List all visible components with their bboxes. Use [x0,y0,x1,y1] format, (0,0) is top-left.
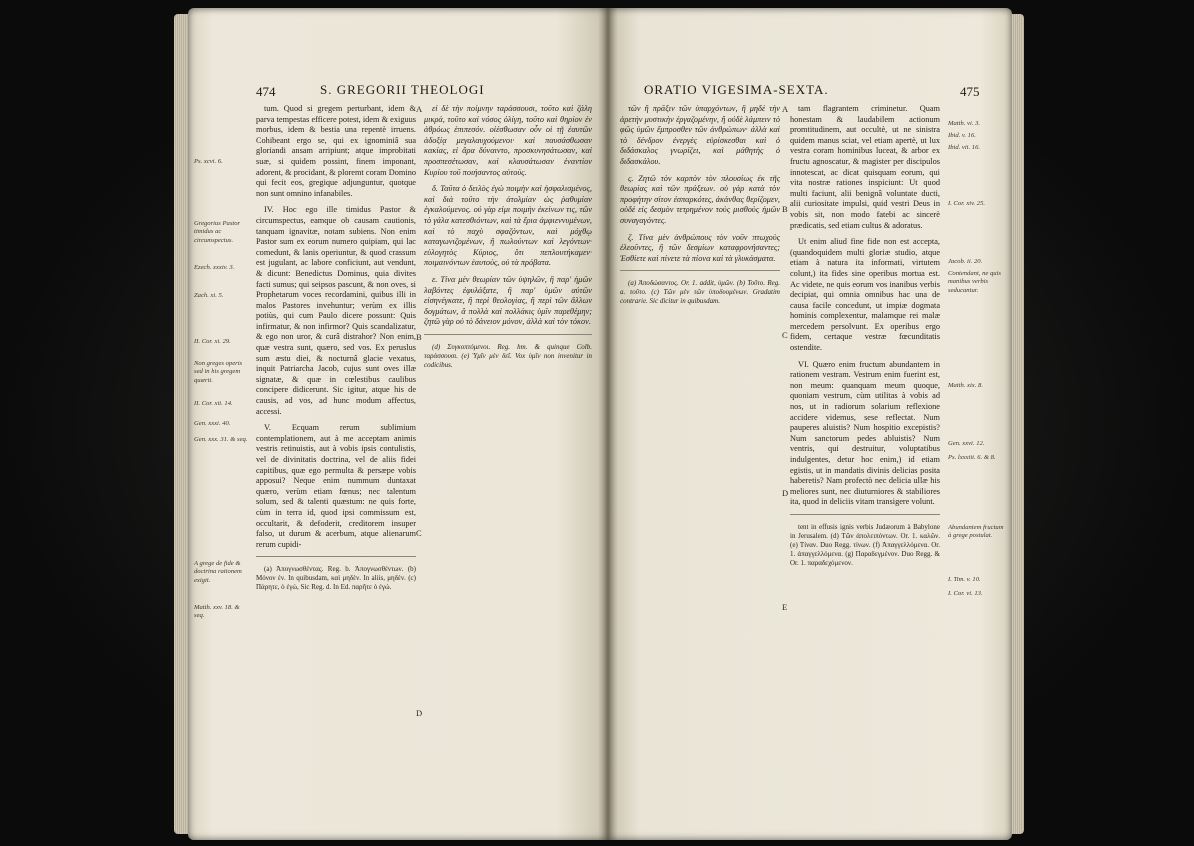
footnote-block: (d) Συγκοπτόμενοι. Reg. hm. & quinque Colb. ταράσσουσι. (e) Ὑμῖν μὲν δεῖ. Vox ὑμῖν non invenitur in codicibus. [424,342,592,369]
greek-paragraph: τῶν ἢ πρᾶξιν τῶν ὑπαρχόντων, ἢ μηδὲ τὴν ἀρετὴν μυστικὴν ἐργαζομένην, ἢ οὐδὲ λάμπειν τὸ φῶς ὑμῶν ἔμπροσθεν τῶν ἀνθρώπων· ἀλλὰ καὶ τὸ δένδρον ἐνεργὲς εὑρίσκεσθαι καὶ ὁ διδάσκαλος γνωρίζει, καὶ μάθητὴς ὁ διδασκάλου. [620,104,780,166]
section-letter-a: A [782,104,789,114]
footnote-block: (a) Ἀποδώσαντος. Or. 1. addit, ὑμῶν. (b) Τοῦτο. Reg. a. τοῦτο. (c) Τῶν μὲν τῶν ὑποδυομένων. Gradatim contrarie. Sic dicitur in quibusdam. [620,279,780,306]
margin-note: II. Cor. xi. 29. [194,338,231,345]
margin-note: Ps. xcvi. 6. [194,158,223,165]
running-head: ORATIO VIGESIMA-SEXTA. [644,82,829,97]
latin-column [256,104,416,804]
latin-paragraph: tam flagrantem criminetur. Quam honestam & laudabilem actionum promtitudinem, aut occultè, ut ne sinistra quidem manus sciat, vel etiam apertè, ut lux vestra coram hominibus luceat, & arbor ex fructu agnoscatur, & magister per discipulos innotescat, ac dicat quisquam eorum, qui vita nostræ rationes inspiciunt: Ut quod multi faciunt, alii benignâ voluntate ducti, alii curiositate impulsi, quid vestri Deus in vobis sit, non modo fatebi ac sincerè prædicatis, sed etiam cultus & adoratus. [790,104,940,230]
margin-note: I. Cor. vi. 13. [948,590,983,597]
margin-note: II. Cor. xii. 14. [194,400,233,407]
margin-note: Matth. vi. 3. [948,120,981,127]
running-head: S. GREGORII THEOLOGI [320,82,485,97]
margin-note: I. Tim. v. 10. [948,576,981,583]
greek-paragraph: ζ. Τίνα μὲν ἀνθρώπους τὸν νοῦν πτωχοὺς ἐλεοῦντες, ἢ τῶν δεσμίων καταφρονήσαντες; Ἐσθίετε καὶ πίνετε τὰ πίονα καὶ τὰ γλυκάσματα. [620,232,780,263]
margin-note: Ps. lxxxiii. 6. & 8. [948,454,996,461]
footnote-rule [790,514,940,515]
greek-column [424,104,592,804]
left-page [188,8,608,840]
margin-note: Gen. xxvi. 12. [948,440,985,447]
margin-note: Ezech. xxxiv. 3. [194,264,235,271]
margin-note: Ibid. vii. 16. [948,144,981,151]
margin-note: Matth. xxv. 18. & seq. [194,604,240,620]
section-letter-a: A [416,104,423,114]
margin-note: Gregorius Pastor timidus ac circumspectus. [194,220,241,244]
margin-note: I. Cor. xiv. 25. [948,200,986,207]
section-letter-c: C [416,528,422,538]
right-page [608,8,1012,840]
margin-note: Zach. xi. 5. [194,292,224,299]
latin-column [790,104,940,804]
margin-note: Abundantem fructum à grege postulat. [948,524,1004,540]
greek-paragraph: ς. Ζητῶ τὸν καρπὸν τὸν πλουσίως ἐκ τῆς θεωρίας καὶ τῶν πράξεων. οὐ γὰρ κατὰ τὸν προφήτην σίτον ἐσπαρκότες, ἀκάνθας θερίζομεν, οὐδὲ εἰς δεσμὸν τετρημένον τοὺς μισθοὺς ἡμῶν συναγαγόντες. [620,173,780,225]
greek-column [620,104,780,804]
margin-note: Ibid. v. 16. [948,132,976,139]
section-letter-d: D [782,488,789,498]
greek-paragraph: εἰ δὲ τὴν ποίμνην ταράσσουσι, τοῦτο καὶ ζάλη μικρά, τοῦτο καὶ νόσος ὀλίγη, τοῦτο καὶ θηρίον ἐν ἀθρόως ἐπιπεσόν. οἰέσθωσαν οὖν οἱ τῇ ἑαυτῶν ἀδοξίᾳ μεγαλαυχούμενοι· καὶ παυσάσθωσαν κακίας, εἰ ἄρα δύναιντο, προσκυνησάτωσαν, καὶ προσπεσέτωσαν, καὶ κλαυσάτωσαν ἐναντίον Κυρίου τοῦ ποιήσαντος αὐτούς. [424,104,592,177]
greek-paragraph: δ. Ταῦτα ὁ δειλὸς ἐγὼ ποιμὴν καὶ ἠσφαλισμένος, καὶ διὰ τοῦτο τὴν ἀτολμίαν ὡς ῥαθυμίαν ἐγκαλούμενος. οὐ γὰρ εἰμι ποιμὴν ἐκείνων τις, τῶν τὸ γάλα κατεσθιόντων, καὶ τὰ ἔρια ἀμφιεννυμένων, καὶ τὸ παχὺ σφαζόντων, καὶ μόχθῳ καταγωνιζομένων, ἢ πωλούντων καὶ λεγόντων· εὐλογητὸς Κύριος, ὅτι πεπλουτήκαμεν· ποιμαινόντων ἑαυτούς, οὐ τὰ πρόβατα. [424,184,592,268]
latin-paragraph: VI. Quæro enim fructum abundantem in rationem vestram. Vestrum enim fuerint est, non meum: quanquam meum quoque, quoniam vestrum, cùm utilitas à vobis ad nos, ut in radiorum solarium reflexione accidere videmus, sese reflectat. Num pauperes aluistis? Num hospitio excepistis? Num sanctorum pedes abluistis? Num ventris, qui destruitur, voluptatibus indulgentes, detur hoc enim,) id etiam egistis, ut in mandatis divinis delicias posita haberetis? Nam profectò nec delicia ullæ his meliores sunt, nec diuturniores & stabiliores ita, quod in deliciis vitam transigere volunt. [790,359,940,507]
latin-paragraph: V. Ecquam rerum sublimium contemplationem, aut à me acceptam animis vestris retinuistis, aut à vobis ipsis contulistis, vel de divinitatis doctrina, vel de aliis fidei capitibus, quæ ego permulta & persæpe vobis apposui? Neque enim nummum duntaxat quæro, verùm etiam fœnus; nec talentum solum, sed & talenti quæstum: ne quis forte, cùm in terra id, quod ipsi commissum est, occultarit, & defoderit, creditorem insuper falso, ut durum & acerbum, atque alienarum rerum cupidi- [256,423,416,549]
latin-paragraph: Ut enim aliud fine fide non est accepta, (quandoquidem multi gloriæ studio, atque etiam à natura ita informati, virtutem colunt,) ita fides sine operibus mortua est. Ac videte, ne quis eorum vos inanibus verbis decipiat, qui omnia omnibus hac una de causa facile concedunt, ut impiæ dogmata hominis complexentur, malamque rei malæ mercedem persolvunt. Ex operibus ergo fidem, certaque vestræ fœcunditatis ostendite. [790,237,940,353]
section-letter-c: C [782,330,788,340]
book-gutter [598,8,618,840]
latin-paragraph: tum. Quod si gregem perturbant, idem & parva tempestas efficere potest, idem & exiguus morbus, idem & bestia una repentè irruens. Cohibeant ergo se, qui ex ignominiâ sua gloriandi ansam arripiunt; atque improbitati suæ, si quidem possint, finem imponant, adorent, & procidant, & ploremt coram Domino qui fecit eos, gregique adjunguntur, quotque non sunt omnino infanabiles. [256,104,416,198]
margin-note: Non greges operis sed in his gregem quærit. [194,360,243,384]
footnote-rule [620,270,780,271]
greek-paragraph: ε. Τίνα μὲν θεωρίαν τῶν ὑψηλῶν, ἢ παρ' ἡμῶν λαβόντες ἐφυλάξατε, ἢ παρ' ὑμῶν αὐτῶν εἰσηνέγκατε, ἢ περὶ θεολογίας, ἢ περὶ τῶν ἄλλων δογμάτων, ἃ πολλὰ καὶ πολλάκις ὑμῖν παρεθέμην; ζητῶ γὰρ οὐ τὸ δάνειον μόνον, ἀλλὰ καὶ τὸν τόκον. [424,274,592,327]
page-edges-right [1010,14,1024,834]
footnote-block: tent in effusis ignis verbis Judæorum à Babylone in Jerusalem. (d) Τῶν ἀπολειπόντων. Or. 1. καλῶν. (e) Τίναν. Duo Regg. τίνων. (f) Ἀπαγγελλόμενα. Or. 1. ἀπαγγελλόμενα. (g) Παραδεγμένον. Duo Regg. & Or. 1. παραδεχόμενον. [790,522,940,567]
footnote-rule [424,334,592,335]
margin-note: Matth. xix. 8. [948,382,983,389]
section-letter-b: B [416,332,422,342]
footnote-rule [256,556,416,557]
section-letter-d: D [416,708,423,718]
page-number: 474 [256,84,276,99]
margin-note: Gen. xxxi. 40. [194,420,231,427]
page-number: 475 [960,84,980,99]
margin-note: Contendant, ne quis manibus verbis seducantur. [948,270,1001,294]
footnote-block: (a) Ἀπογνωσθέντας. Reg. b. Ἀπογνωσθέντων. (b) Μόνον ἐν. In quibusdam, καὶ μηδὲν. In aliis, μηδὲν. (c) Πάρητε, ὁ ἐγώ, Sic Reg. d. In Ed. παρῆτε ὁ ἐγώ. [256,565,416,592]
margin-note: Jacob. ii. 20. [948,258,983,265]
latin-paragraph: IV. Hoc ego ille timidus Pastor & circumspectus, eamque ob causam cautionis, tanquam ignavitæ, notam subiens. Non enim Pastor sum ex eorum numero quipiam, qui lac comedunt, & lanis operiuntur, & quod crassum est jugulant, ac labore conficiunt, aut vendunt, & dicunt: Benedictus Dominus, quia divites facti sumus; qui seipsos pascunt, & non oves, si Prophetarum voces recordamini, quibus illi in malos Pastores invehuntur; verùm ex illis potiùs, qui cum Paulo dicere possunt: Quis infirmatur, & non infirmor? Quis scandalizatur, & ego non uror, & curâ distrahor? Non enim, quæ vestra sunt, quæro, sed vos. Ex peruslus sum æstu diei, & nocturnâ glacie vexatus, inquit Patriarcha Jacob, cujus sunt oves illæ signatæ, & quæ in cœlestibus caulibus concipere didicerunt. Sic igitur, atque his de causis, ad vos, ad hunc modum affectus, accessi. [256,205,416,416]
section-letter-e: E [782,602,788,612]
section-letter-b: B [782,204,788,214]
margin-note: Gen. xxx. 31. & seq. [194,436,248,443]
margin-note: A grege de fide & doctrina rationem exigit. [194,560,242,584]
